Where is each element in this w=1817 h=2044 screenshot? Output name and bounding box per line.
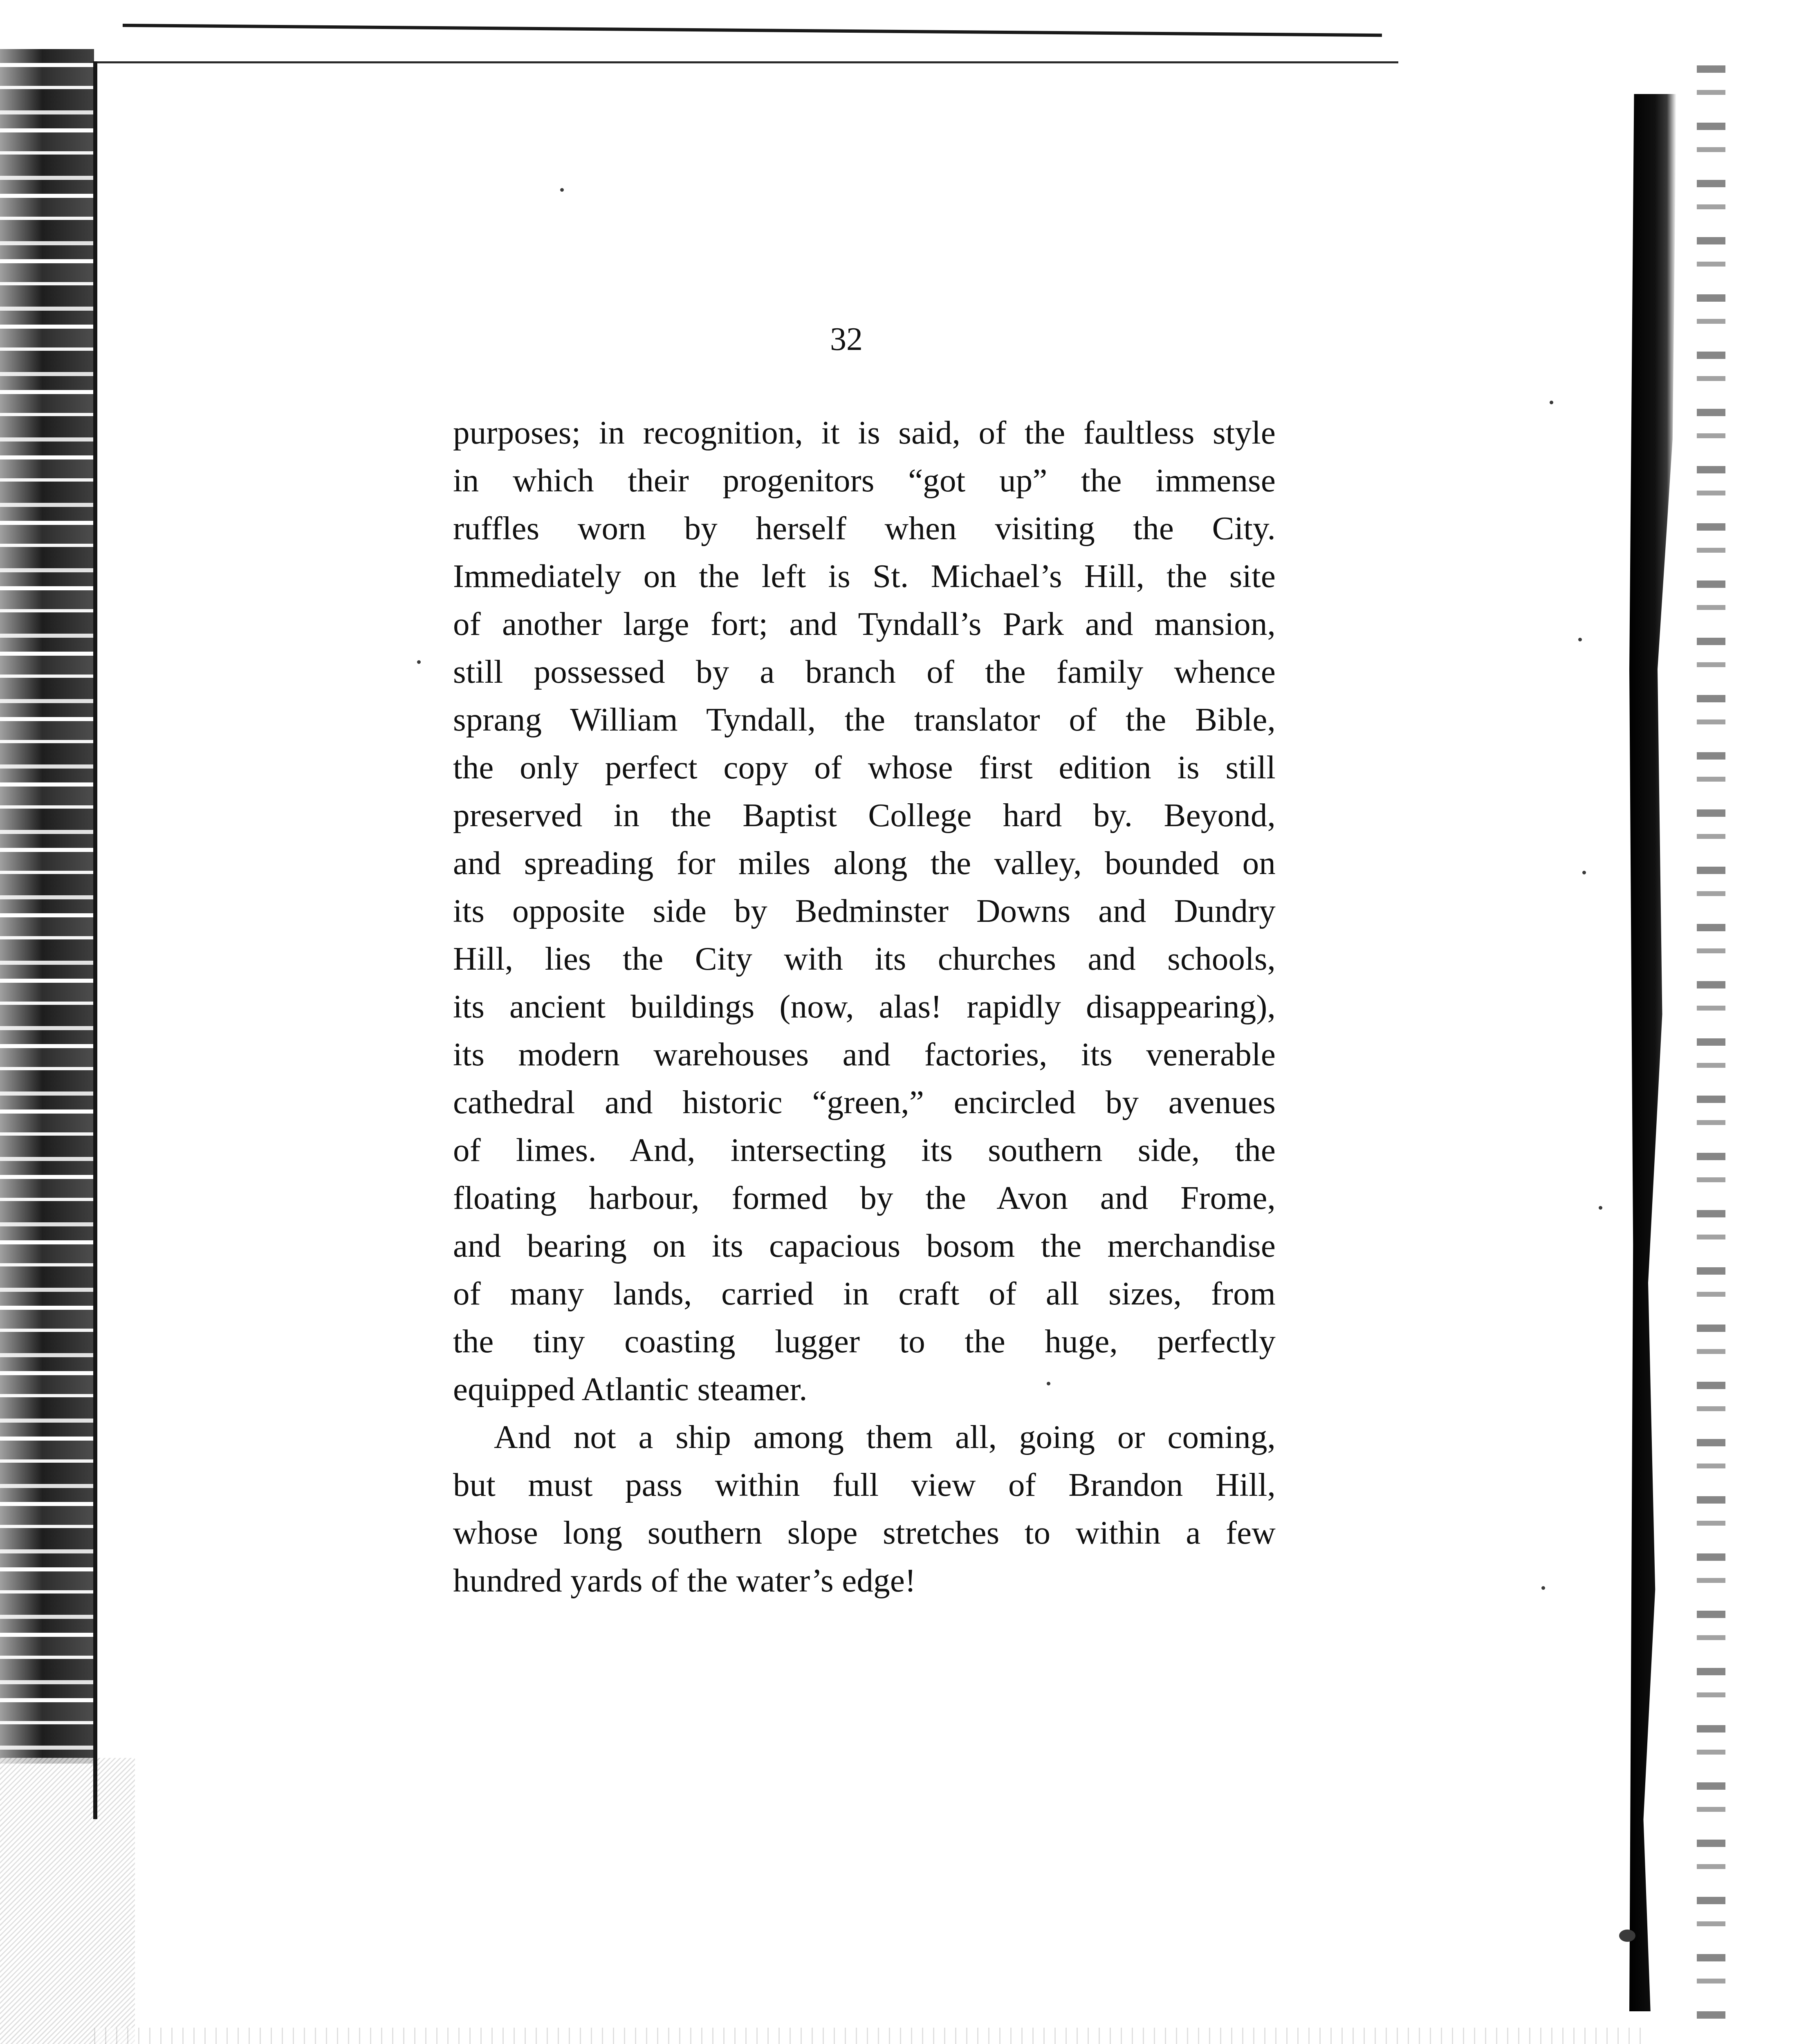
text-line: its opposite side by Bedminster Downs and Dundry [453,892,1276,929]
text-line: its ancient buildings (now, alas! rapidly disappearing), [453,988,1276,1025]
scan-speck [417,660,421,664]
text-line: Hill, lies the City with its churches and schools, [453,940,1276,977]
text-line: cathedral and historic “green,” encircled by avenues [453,1084,1276,1121]
text-line: floating harbour, formed by the Avon and Frome, [453,1179,1276,1216]
scan-speck [1619,1930,1635,1942]
text-line: of limes. And, intersecting its southern side, the [453,1132,1276,1168]
text-line: preserved in the Baptist College hard by. Beyond, [453,797,1276,834]
scan-speck [560,188,564,192]
scan-binding-fade [0,49,94,1766]
scan-right-edge [1697,65,1725,2028]
scan-speck [1578,638,1582,641]
scan-speck [1550,401,1553,404]
scan-speck [1541,1586,1545,1590]
text-line: and bearing on its capacious bosom the merchandise [453,1227,1276,1264]
text-line: of many lands, carried in craft of all sizes, from [453,1275,1276,1312]
page-number: 32 [830,321,863,357]
scan-page-edge [90,61,1398,63]
text-line: And not a ship among them all, going or coming, [494,1419,1276,1455]
scan-speck [1599,1206,1602,1210]
text-line: still possessed by a branch of the family whence [453,653,1276,690]
text-line: and spreading for miles along the valley, bounded on [453,845,1276,881]
scan-speck [1582,871,1586,874]
scan-right-shadow [1629,94,1676,2011]
scan-page-rule [93,61,97,1819]
text-line: hundred yards of the water’s edge! [453,1562,916,1599]
text-line: in which their progenitors “got up” the immense [453,462,1276,499]
text-line: ruffles worn by herself when visiting the City. [453,510,1276,547]
text-line: the only perfect copy of whose first edition is still [453,749,1276,786]
text-line: purposes; in recognition, it is said, of the faultless style [453,414,1276,451]
text-line: Immediately on the left is St. Michael’s Hill, the site [453,558,1276,594]
text-line: but must pass within full view of Brandon Hill, [453,1466,1276,1503]
text-line: of another large fort; and Tyndall’s Park and mansion, [453,605,1276,642]
text-line: equipped Atlantic steamer. [453,1371,808,1407]
text-line: sprang William Tyndall, the translator of the Bible, [453,701,1276,738]
text-line: whose long southern slope stretches to within a few [453,1514,1276,1551]
scan-bottom-noise [94,2028,1648,2044]
text-line: its modern warehouses and factories, its venerable [453,1036,1276,1073]
scan-top-edge [123,24,1382,37]
body-text [453,409,1276,1605]
text-line: the tiny coasting lugger to the huge, perfectly [453,1323,1276,1360]
scan-binding-noise [0,1758,135,2044]
